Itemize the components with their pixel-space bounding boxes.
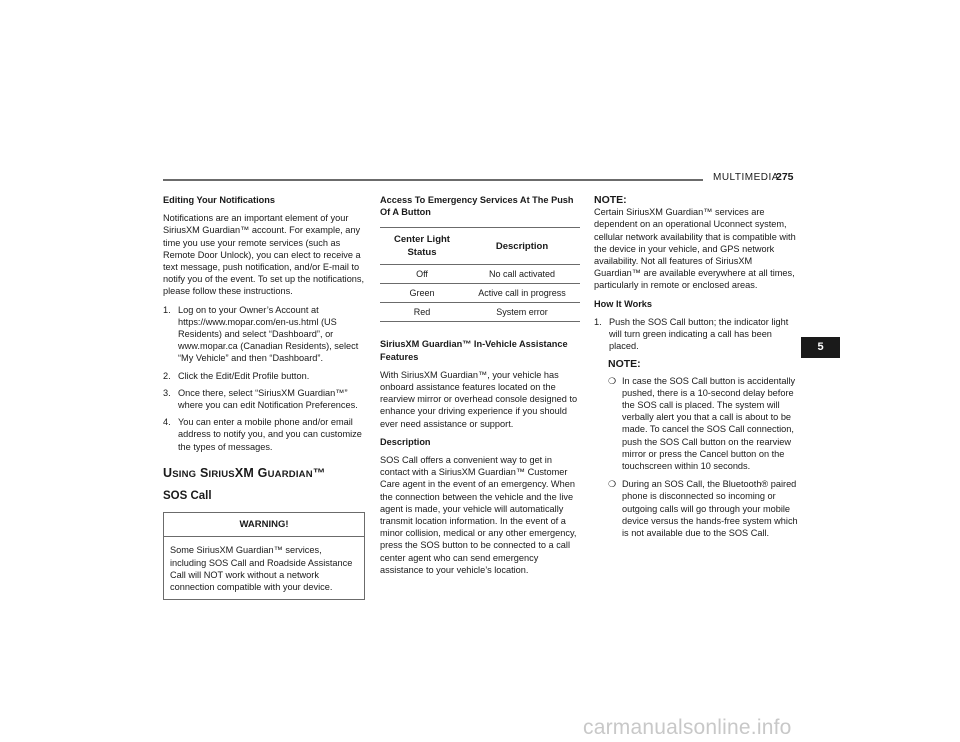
step-number: 4. [163,417,171,428]
using-siriusxm-guardian-heading: USING SIRIUSXM GUARDIAN™ [163,465,326,480]
step-text: Once there, select “SiriusXM Guardian™” where you can edit Notification Preferences. [178,387,358,411]
table-cell: Red [380,303,464,322]
note-title: NOTE: [594,194,627,206]
notifications-intro: Notifications are an important element of your SiriusXM Guardian™ account. For example, any time you use your remote services (such as Remote Door Unlock), you can elect to receive a text message, push notification, and/or E-mail to notify you of the event. To set up the notifications, please follow these instructions. [163,213,365,297]
table-row [380,303,580,322]
note-text: Certain SiriusXM Guardian™ services are dependent on an operational Uconnect system, cellular network availability that is compatible with the device in your vehicle, and GPS network availability. Not all features of SiriusXM Guardian™ are available everywhere at all times, particularly in remote or enclosed areas. [594,207,796,291]
column-left [163,194,367,600]
table-header-row [380,228,580,264]
step-number: 1. [163,304,171,315]
step-text: You can enter a mobile phone and/or email address to notify you, and you can customize the types of messages. [178,417,362,452]
table-row [380,284,580,303]
list-item [608,375,798,473]
editing-notifications-heading: Editing Your Notifications [163,195,275,205]
circle-bullet-icon: ❍ [608,375,617,386]
header-rule [163,179,703,181]
how-it-works-heading: How It Works [594,298,653,309]
notification-steps-list [163,304,367,453]
watermark: carmanualsonline.info [583,716,792,739]
list-item [163,304,367,365]
how-it-works-steps [594,316,798,353]
list-item [594,316,798,353]
column-right [594,194,798,545]
step-text: Log on to your Owner’s Account at https://www.mopar.com/en-us.html (US Residents) and select “Dashboard”, or www.mopar.ca (Canadian Residents), select “My Vehicle” and then “Dashboard”. [178,304,359,364]
list-item [163,387,367,411]
note-bullets [594,375,798,540]
sos-call-heading: SOS Call [163,490,212,503]
center-light-status-table [380,227,580,322]
table-header: Center Light Status [380,228,464,264]
step-text: Push the SOS Call button; the indicator light will turn green indicating a call has been placed. [609,316,789,352]
note-title-2: NOTE: [608,358,641,371]
page-number: 275 [776,171,794,183]
warning-title: WARNING! [164,513,364,537]
list-item [163,370,367,382]
note-bullet-text: In case the SOS Call button is accidentally pushed, there is a 10-second delay before the SOS call is placed. The system will verbally alert you that a call is about to be made. To cancel the SOS Call connection, push the SOS Call button on the rearview mirror or press the Cancel button on the touchscreen within 10 seconds. [622,375,796,472]
list-item [608,478,798,539]
table-cell: Active call in progress [464,284,580,303]
step-number: 2. [163,370,171,381]
step-text: Click the Edit/Edit Profile button. [178,370,310,381]
step-number: 3. [163,387,171,398]
chapter-tab: 5 [801,337,840,358]
table-cell: Off [380,264,464,283]
table-cell: System error [464,303,580,322]
description-text: SOS Call offers a convenient way to get in contact with a SiriusXM Guardian™ Customer Care agent in the event of an emergency. When the connection between the vehicle and the live agent is made, your vehicle will automatically transmit location information. In the event of a minor collision, medical or any other emergency, press the SOS button to be connected to a call center agent who can send emergency assistance to your vehicle’s location. [380,455,577,575]
description-heading: Description [380,436,431,447]
circle-bullet-icon: ❍ [608,479,617,490]
warning-body: Some SiriusXM Guardian™ services, including SOS Call and Roadside Assistance Call will NOT work without a network connection compatible with your device. [170,545,353,593]
note-bullet-text: During an SOS Call, the Bluetooth® paired phone is disconnected so incoming or outgoing calls will go through your mobile device versus the hands-free system which is not available due to the SOS Call. [622,479,798,539]
access-emergency-heading: Access To Emergency Services At The Push Of A Button [380,195,574,218]
list-item [163,416,367,453]
step-number: 1. [594,316,602,327]
section-title: MULTIMEDIA [713,172,779,183]
in-vehicle-assistance-text: With SiriusXM Guardian™, your vehicle has onboard assistance features located on the rearview mirror or overhead console designed to enhance your driving experience if you should ever need assistance or support. [380,369,578,429]
table-cell: Green [380,284,464,303]
column-middle [380,194,582,582]
table-header: Description [464,228,580,264]
table-row [380,264,580,283]
table-cell: No call activated [464,264,580,283]
in-vehicle-assistance-heading: SiriusXM Guardian™ In-Vehicle Assistance Features [380,339,568,362]
warning-box [163,512,365,600]
